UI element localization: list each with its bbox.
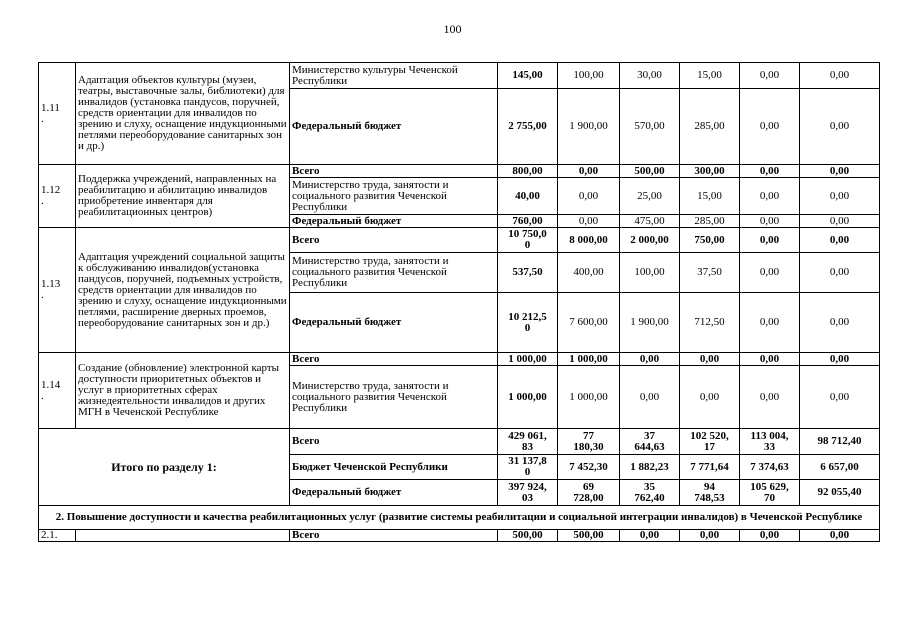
value-cell: 397 924, 03: [498, 480, 558, 506]
value-cell: 37 644,63: [620, 429, 680, 455]
value-cell: 285,00: [680, 215, 740, 228]
item-number: 2.1.: [39, 530, 76, 542]
value-cell: 0,00: [680, 366, 740, 429]
value-cell: 750,00: [680, 228, 740, 253]
value-cell: 8 000,00: [558, 228, 620, 253]
value-cell: 0,00: [740, 353, 800, 366]
value-cell: 0,00: [740, 178, 800, 215]
item-number: 1.12 .: [39, 165, 76, 228]
value-cell: 10 750,0 0: [498, 228, 558, 253]
item-name: Адаптация учреждений социальной защиты к обслуживанию инвалидов(установка пандусов, поручней, подъемных устройств, средств ориентации для инвалидов по зрению и слуху, оснащение индукционными петлями, расширение дверных проемов, переоборудование санитарных зон и др.): [76, 228, 290, 353]
value-cell: 102 520, 17: [680, 429, 740, 455]
table-row: [39, 353, 880, 366]
value-cell: 15,00: [680, 178, 740, 215]
funding-source: Министерство труда, занятости и социального развития Чеченской Республики: [290, 178, 498, 215]
value-cell: 0,00: [558, 178, 620, 215]
value-cell: 7 452,30: [558, 455, 620, 480]
value-cell: 0,00: [740, 228, 800, 253]
value-cell: 7 600,00: [558, 293, 620, 353]
value-cell: 1 000,00: [498, 353, 558, 366]
value-cell: 0,00: [800, 215, 880, 228]
value-cell: 0,00: [740, 63, 800, 89]
value-cell: 0,00: [800, 253, 880, 293]
value-cell: 69 728,00: [558, 480, 620, 506]
table-row: [39, 429, 880, 455]
value-cell: 105 629, 70: [740, 480, 800, 506]
value-cell: 25,00: [620, 178, 680, 215]
value-cell: 570,00: [620, 89, 680, 165]
value-cell: 760,00: [498, 215, 558, 228]
value-cell: 0,00: [800, 293, 880, 353]
funding-source: Федеральный бюджет: [290, 215, 498, 228]
value-cell: 0,00: [740, 366, 800, 429]
value-cell: 1 000,00: [498, 366, 558, 429]
table-row: [39, 228, 880, 253]
funding-source: Федеральный бюджет: [290, 480, 498, 506]
funding-source: Всего: [290, 228, 498, 253]
value-cell: 94 748,53: [680, 480, 740, 506]
funding-source: Министерство труда, занятости и социального развития Чеченской Республики: [290, 366, 498, 429]
item-name: Создание (обновление) электронной карты доступности приоритетных объектов и услуг в приоритетных сферах жизнедеятельности инвалидов и других МГН в Чеченской Республике: [76, 353, 290, 429]
table-row: [39, 506, 880, 530]
item-number: 1.14 .: [39, 353, 76, 429]
funding-source: Всего: [290, 429, 498, 455]
value-cell: 500,00: [498, 530, 558, 542]
budget-table: [38, 62, 880, 542]
funding-source: Федеральный бюджет: [290, 89, 498, 165]
funding-source: Всего: [290, 530, 498, 542]
value-cell: 2 000,00: [620, 228, 680, 253]
value-cell: 400,00: [558, 253, 620, 293]
value-cell: 0,00: [740, 165, 800, 178]
value-cell: 0,00: [800, 530, 880, 542]
value-cell: 712,50: [680, 293, 740, 353]
item-name: Поддержка учреждений, направленных на реабилитацию и абилитацию инвалидов приобретение инвентаря для реабилитационных центров): [76, 165, 290, 228]
value-cell: 15,00: [680, 63, 740, 89]
value-cell: 0,00: [740, 253, 800, 293]
value-cell: 500,00: [620, 165, 680, 178]
value-cell: 113 004, 33: [740, 429, 800, 455]
value-cell: 300,00: [680, 165, 740, 178]
value-cell: 1 900,00: [558, 89, 620, 165]
value-cell: 35 762,40: [620, 480, 680, 506]
value-cell: 0,00: [800, 89, 880, 165]
value-cell: 0,00: [800, 228, 880, 253]
value-cell: 800,00: [498, 165, 558, 178]
value-cell: 1 882,23: [620, 455, 680, 480]
table-row: [39, 530, 880, 542]
page-number: 100: [443, 22, 462, 36]
funding-source: Всего: [290, 165, 498, 178]
value-cell: 0,00: [740, 530, 800, 542]
value-cell: 537,50: [498, 253, 558, 293]
funding-source: Бюджет Чеченской Республики: [290, 455, 498, 480]
value-cell: 77 180,30: [558, 429, 620, 455]
value-cell: 92 055,40: [800, 480, 880, 506]
value-cell: 285,00: [680, 89, 740, 165]
value-cell: 2 755,00: [498, 89, 558, 165]
value-cell: 0,00: [620, 530, 680, 542]
value-cell: 1 000,00: [558, 353, 620, 366]
value-cell: 100,00: [558, 63, 620, 89]
funding-source: Министерство культуры Чеченской Республики: [290, 63, 498, 89]
value-cell: 30,00: [620, 63, 680, 89]
value-cell: 0,00: [620, 366, 680, 429]
funding-source: Федеральный бюджет: [290, 293, 498, 353]
value-cell: 429 061, 83: [498, 429, 558, 455]
value-cell: 7 771,64: [680, 455, 740, 480]
funding-source: Министерство труда, занятости и социального развития Чеченской Республики: [290, 253, 498, 293]
item-name: [76, 530, 290, 542]
value-cell: 0,00: [620, 353, 680, 366]
item-name: Адаптация объектов культуры (музеи, театры, выставочные залы, библиотеки) для инвалидов (установка пандусов, поручней, средств ориентации для инвалидов по зрению и слуху, оснащение индукционными петлями переоборудование санитарных зон и др.): [76, 63, 290, 165]
value-cell: 0,00: [800, 353, 880, 366]
value-cell: 1 900,00: [620, 293, 680, 353]
value-cell: 98 712,40: [800, 429, 880, 455]
item-number: 1.13 .: [39, 228, 76, 353]
value-cell: 40,00: [498, 178, 558, 215]
value-cell: 0,00: [680, 530, 740, 542]
value-cell: 6 657,00: [800, 455, 880, 480]
value-cell: 10 212,5 0: [498, 293, 558, 353]
value-cell: 100,00: [620, 253, 680, 293]
value-cell: 0,00: [680, 353, 740, 366]
value-cell: 7 374,63: [740, 455, 800, 480]
value-cell: 0,00: [800, 63, 880, 89]
value-cell: 0,00: [800, 366, 880, 429]
value-cell: 0,00: [740, 215, 800, 228]
value-cell: 0,00: [558, 215, 620, 228]
value-cell: 1 000,00: [558, 366, 620, 429]
value-cell: 37,50: [680, 253, 740, 293]
table-row: [39, 165, 880, 178]
table-row: [39, 63, 880, 89]
value-cell: 0,00: [740, 89, 800, 165]
value-cell: 475,00: [620, 215, 680, 228]
value-cell: 0,00: [800, 178, 880, 215]
item-number: 1.11 .: [39, 63, 76, 165]
section-heading: 2. Повышение доступности и качества реабилитационных услуг (развитие системы реабилитации и социальной интеграции инвалидов) в Чеченской Республике: [39, 506, 880, 530]
value-cell: 0,00: [740, 293, 800, 353]
section-total-label: Итого по разделу 1:: [39, 429, 290, 506]
funding-source: Всего: [290, 353, 498, 366]
value-cell: 31 137,8 0: [498, 455, 558, 480]
value-cell: 0,00: [800, 165, 880, 178]
value-cell: 145,00: [498, 63, 558, 89]
value-cell: 500,00: [558, 530, 620, 542]
value-cell: 0,00: [558, 165, 620, 178]
